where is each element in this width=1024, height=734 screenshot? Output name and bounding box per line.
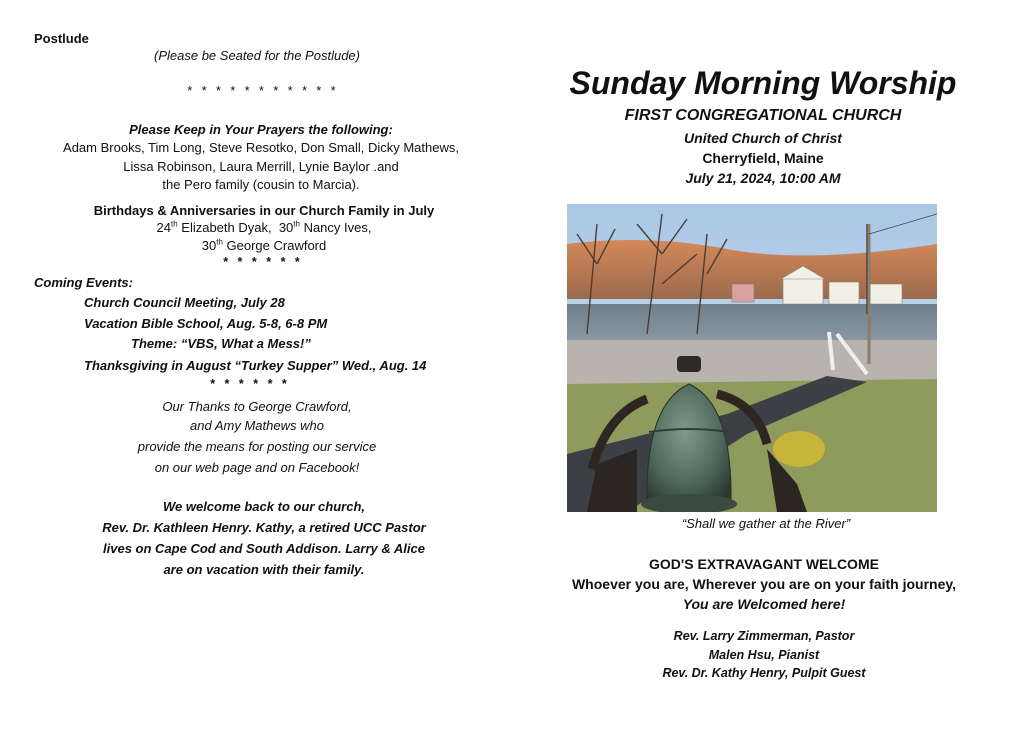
star-divider: * * * * * * [210,377,290,391]
thanks-line: and Amy Mathews who [190,418,324,433]
thanks-line: on our web page and on Facebook! [154,460,360,475]
right-page [540,0,1024,734]
star-divider: * * * * * * * * * * * [187,84,339,98]
birthdays-title: Birthdays & Anniversaries in our Church Family in July [93,203,435,218]
event-item: Thanksgiving in August “Turkey Supper” Wed., Aug. 14 [84,358,427,373]
ordinal-suffix: th [293,219,300,229]
photo-caption: “Shall we gather at the River” [681,516,851,531]
birthday-day: 30 [201,238,217,253]
birthday-name: George Crawford [222,238,327,253]
church-bell-photo [567,204,937,512]
birthday-name: Elizabeth Dyak, [177,220,279,235]
thanks-line: Our Thanks to George Crawford, [162,399,352,414]
church-location: Cherryfield, Maine [702,150,824,166]
birthday-day: 30 [278,220,294,235]
prayer-line: the Pero family (cousin to Marcia). [162,177,360,192]
prayer-line: Adam Brooks, Tim Long, Steve Resotko, Don Small, Dicky Mathews, [63,140,459,155]
birthday-name: Nancy Ives, [299,220,372,235]
staff-pastor: Rev. Larry Zimmerman, Pastor [673,629,855,643]
service-date: July 21, 2024, 10:00 AM [685,170,841,186]
seated-note: (Please be Seated for the Postlude) [154,48,360,63]
thanks-line: provide the means for posting our service [137,439,377,454]
welcome-line: Whoever you are, Wherever you are on your faith journey, [571,576,957,592]
welcome-back-line: are on vacation with their family. [163,562,365,577]
welcome-back-line: We welcome back to our church, [162,499,366,514]
denomination: United Church of Christ [684,130,842,146]
welcome-title: GOD'S EXTRAVAGANT WELCOME [649,556,879,572]
staff-guest: Rev. Dr. Kathy Henry, Pulpit Guest [662,666,866,680]
event-item: Vacation Bible School, Aug. 5-8, 6-8 PM [84,316,328,331]
star-divider: * * * * * * [223,255,303,269]
bulletin-title: Sunday Morning Worship [569,65,957,101]
coming-events-title: Coming Events: [34,275,133,290]
ordinal-suffix: th [216,237,223,247]
prayers-title: Please Keep in Your Prayers the following: [129,122,393,137]
postlude-heading: Postlude [34,31,89,46]
birthday-day: 24 [156,220,171,235]
ordinal-suffix: th [170,219,178,229]
event-item: Church Council Meeting, July 28 [84,295,285,310]
event-item: Theme: “VBS, What a Mess!” [131,336,311,351]
welcomed-line: You are Welcomed here! [682,596,846,612]
welcome-back-line: lives on Cape Cod and South Addison. Larry & Alice [103,541,425,556]
church-name: FIRST CONGREGATIONAL CHURCH [624,107,902,124]
welcome-back-line: Rev. Dr. Kathleen Henry. Kathy, a retired UCC Pastor [102,520,426,535]
staff-pianist: Malen Hsu, Pianist [708,648,820,662]
birthday-line [0,218,528,237]
prayer-line: Lissa Robinson, Laura Merrill, Lynie Baylor .and [123,159,399,174]
